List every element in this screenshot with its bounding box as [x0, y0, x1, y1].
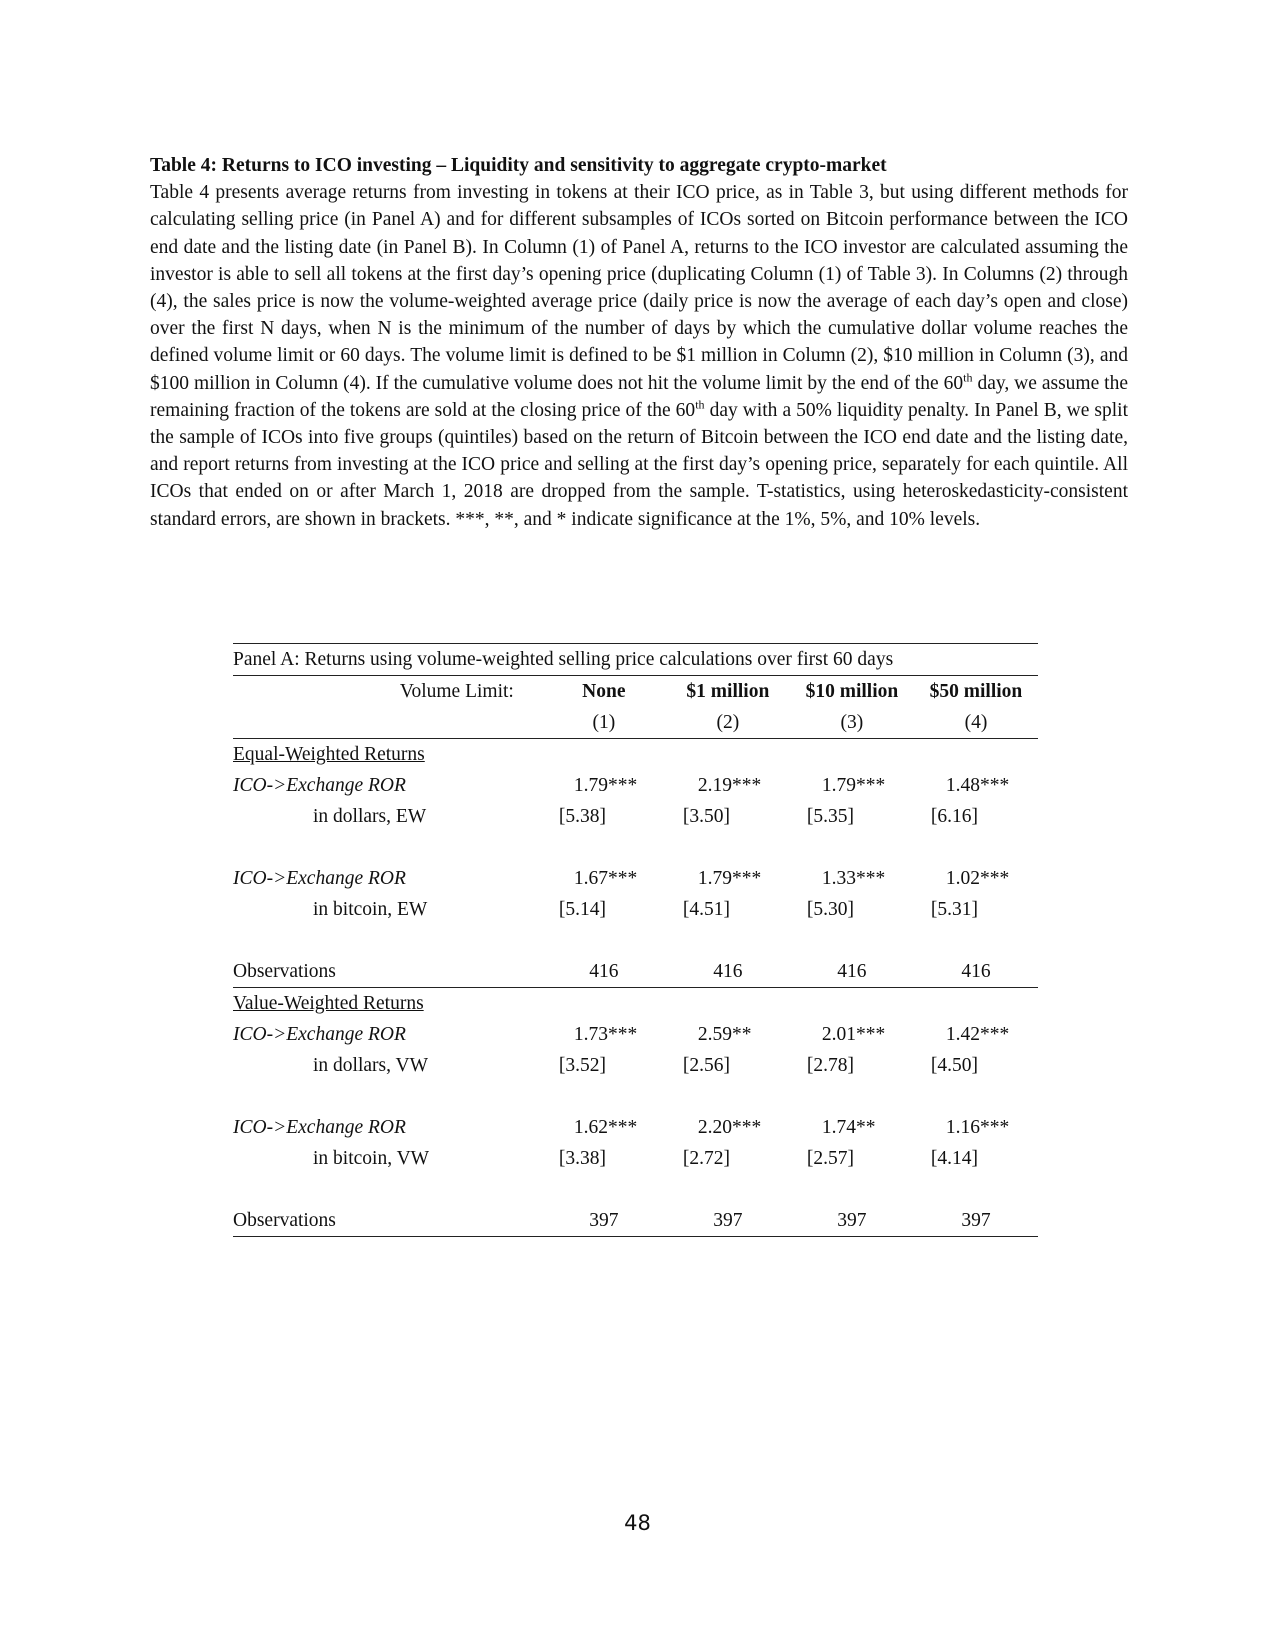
observations-row [233, 1205, 1038, 1237]
column-header: None [582, 680, 626, 702]
coef-cell: 2.01*** [821, 1023, 886, 1045]
coef-cell: 1.42*** [945, 1023, 1010, 1045]
header-row [233, 676, 1038, 708]
tstat-cell: [4.51] [682, 898, 730, 920]
volume-limit-label: Volume Limit: [399, 680, 514, 702]
tstat-cell: [5.31] [930, 898, 979, 920]
row-sub-label: in bitcoin, EW [313, 898, 428, 920]
row-sub-label: in dollars, VW [313, 1054, 429, 1076]
tstat-cell: [2.56] [682, 1054, 730, 1076]
observations-cell: 416 [589, 960, 619, 982]
tstat-cell: [4.14] [930, 1147, 979, 1169]
row-sub-label: in dollars, EW [313, 805, 427, 827]
observations-cell: 416 [713, 960, 743, 982]
tstat-cell: [2.78] [806, 1054, 855, 1076]
row-label: ICO->Exchange ROR [233, 774, 406, 796]
coef-cell: 1.62*** [573, 1116, 638, 1138]
column-number: (1) [592, 711, 616, 733]
coef-cell: 1.74** [821, 1116, 876, 1138]
tstat-cell: [6.16] [930, 805, 979, 827]
observations-cell: 397 [961, 1209, 991, 1231]
column-number: (3) [840, 711, 864, 733]
tstat-cell: [4.50] [930, 1054, 979, 1076]
observations-cell: 397 [837, 1209, 867, 1231]
section-header-row [233, 739, 1038, 771]
panel-title-row [233, 644, 1038, 676]
coef-cell: 2.20*** [697, 1116, 762, 1138]
column-number: (4) [964, 711, 988, 733]
tstat-cell: [5.38] [558, 805, 606, 827]
observations-label: Observations [233, 1209, 336, 1231]
coef-cell: 1.02*** [945, 867, 1010, 889]
table-row [233, 1019, 1038, 1050]
coef-cell: 1.16*** [945, 1116, 1010, 1138]
section-label-vw: Value-Weighted Returns [233, 992, 424, 1014]
observations-label: Observations [233, 960, 336, 982]
table-description: Table 4 presents average returns from investing in tokens at their ICO price, as in Table 3, but using different methods for calculating selling price (in Panel A) and for different subsamples of ICOs sorted on Bitcoin performance between the ICO end date and the listing date (in Panel B). In Column (1) of Panel A, returns to the ICO investor are calculated assuming the investor is able to sell all tokens at the first day’s opening price (duplicating Column (1) of Table 3). In Columns (2) through (4), the sales price is now the volume-weighted average price (daily price is now the average of each day’s open and close) over the first N days, when N is the minimum of the number of days by which the cumulative dollar volume reaches the defined volume limit or 60 days. The volume limit is defined to be $1 million in Column (2), $10 million in Column (3), and $100 million in Column (4). If the cumulative volume does not hit the volume limit by the end of the 60th day, we assume the remaining fraction of the tokens are sold at the closing price of the 60th day with a 50% liquidity penalty. In Panel B, we split the sample of ICOs into five groups (quintiles) based on the return of Bitcoin between the ICO end date and the listing date, and report returns from investing at the ICO price and selling at the first day’s opening price, separately for each quintile. All ICOs that ended on or after March 1, 2018 are dropped from the sample. T-statistics, using heteroskedasticity-consistent standard errors, are shown in brackets. ***, **, and * indicate significance at the 1%, 5%, and 10% levels. [150, 182, 1128, 530]
row-label: ICO->Exchange ROR [233, 1116, 406, 1138]
coef-cell: 1.79*** [697, 867, 762, 889]
table-row [233, 801, 1038, 832]
tstat-cell: [3.50] [682, 805, 730, 827]
column-number-row [233, 707, 1038, 739]
observations-cell: 416 [837, 960, 867, 982]
observations-cell: 397 [713, 1209, 743, 1231]
row-label: ICO->Exchange ROR [233, 867, 406, 889]
tstat-cell: [5.35] [806, 805, 855, 827]
tstat-cell: [5.30] [806, 898, 855, 920]
results-table-container [233, 643, 1038, 1237]
column-header: $50 million [929, 680, 1023, 702]
table-row [233, 770, 1038, 801]
coef-cell: 1.79*** [573, 774, 638, 796]
column-number: (2) [716, 711, 740, 733]
coef-cell: 1.73*** [573, 1023, 638, 1045]
row-sub-label: in bitcoin, VW [313, 1147, 430, 1169]
page-number: 48 [624, 1511, 651, 1535]
section-label-ew: Equal-Weighted Returns [233, 743, 425, 765]
table-title: Table 4: Returns to ICO investing – Liquidity and sensitivity to aggregate crypto-market [150, 155, 887, 176]
row-label: ICO->Exchange ROR [233, 1023, 406, 1045]
table-row [233, 894, 1038, 925]
column-header: $1 million [686, 680, 770, 702]
observations-cell: 416 [961, 960, 991, 982]
column-header: $10 million [805, 680, 899, 702]
coef-cell: 1.48*** [945, 774, 1010, 796]
section-header-row [233, 988, 1038, 1020]
table-row [233, 1143, 1038, 1174]
coef-cell: 2.59** [697, 1023, 752, 1045]
tstat-cell: [5.14] [558, 898, 606, 920]
observations-cell: 397 [589, 1209, 619, 1231]
panel-title: Panel A: Returns using volume-weighted selling price calculations over first 60 days [233, 648, 894, 670]
table-row [233, 1112, 1038, 1143]
tstat-cell: [2.72] [682, 1147, 730, 1169]
observations-row [233, 956, 1038, 988]
coef-cell: 1.33*** [821, 867, 886, 889]
coef-cell: 2.19*** [697, 774, 762, 796]
tstat-cell: [3.38] [558, 1147, 606, 1169]
table-row [233, 1050, 1038, 1081]
coef-cell: 1.67*** [573, 867, 638, 889]
table-caption [150, 152, 1128, 533]
table-row [233, 863, 1038, 894]
tstat-cell: [3.52] [558, 1054, 606, 1076]
results-table [233, 643, 1038, 1237]
coef-cell: 1.79*** [821, 774, 886, 796]
tstat-cell: [2.57] [806, 1147, 855, 1169]
